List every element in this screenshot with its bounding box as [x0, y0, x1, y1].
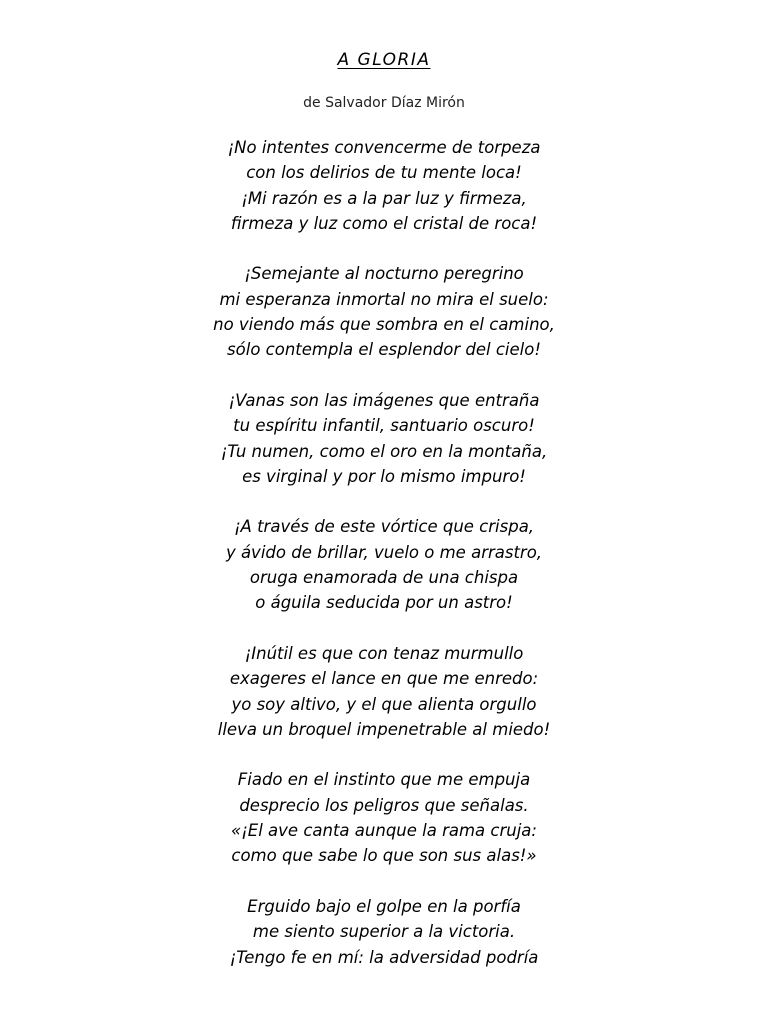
poem-line: con los delirios de tu mente loca!: [246, 163, 522, 183]
poem-line: no viendo más que sombra en el camino,: [213, 315, 555, 335]
stanza: [0, 388, 768, 489]
poem-line: ¡No intentes convencerme de torpeza: [227, 138, 541, 157]
poem-line: y ávido de brillar, vuelo o me arrastro,: [225, 542, 543, 562]
poem-line: ¡Tengo fe en mí: la adversidad podría: [229, 947, 539, 967]
poem-line: ¡Vanas son las imágenes que entraña: [228, 390, 540, 410]
poem-line: desprecio los peligros que señalas.: [239, 795, 529, 815]
poem-line: ¡A través de este vórtice que crispa,: [233, 517, 535, 537]
poem-line: lleva un broquel impenetrable al miedo!: [217, 719, 551, 739]
stanza: [0, 261, 768, 362]
stanza: [0, 135, 768, 236]
poem-line: oruga enamorada de una chispa: [249, 568, 519, 588]
poem-title: A GLORIA: [337, 50, 431, 70]
poem-line: como que sabe lo que son sus alas!»: [231, 846, 537, 866]
poem-line: mi esperanza inmortal no mira el suelo:: [219, 289, 549, 309]
poem-line: ¡Semejante al nocturno peregrino: [244, 264, 524, 284]
poem-line: me siento superior a la victoria.: [252, 922, 516, 942]
stanza: [0, 894, 768, 970]
stanza: [0, 767, 768, 868]
poem-line: firmeza y luz como el cristal de roca!: [230, 213, 538, 233]
poem-line: ¡Mi razón es a la par luz y firmeza,: [241, 188, 527, 208]
poem-line: Erguido bajo el golpe en la porfía: [247, 896, 521, 916]
poem-line: es virginal y por lo mismo impuro!: [242, 466, 526, 486]
poem-line: «¡El ave canta aunque la rama cruja:: [231, 821, 537, 841]
poem-line: ¡Inútil es que con tenaz murmullo: [244, 643, 524, 663]
poem-author: de Salvador Díaz Mirón: [303, 95, 465, 111]
poem-line: o águila seducida por un astro!: [255, 593, 513, 613]
stanza: [0, 641, 768, 742]
poem-line: exageres el lance en que me enredo:: [229, 669, 539, 689]
poem-line: Fiado en el instinto que me empuja: [237, 770, 531, 790]
poem-line: yo soy altivo, y el que alienta orgullo: [231, 694, 537, 714]
poem-line: tu espíritu infantil, santuario oscuro!: [233, 416, 535, 436]
poem-body: [0, 135, 768, 995]
poem-line: ¡Tu numen, como el oro en la montaña,: [220, 441, 548, 461]
stanza: [0, 514, 768, 615]
poem-line: sólo contempla el esplendor del cielo!: [227, 340, 541, 360]
